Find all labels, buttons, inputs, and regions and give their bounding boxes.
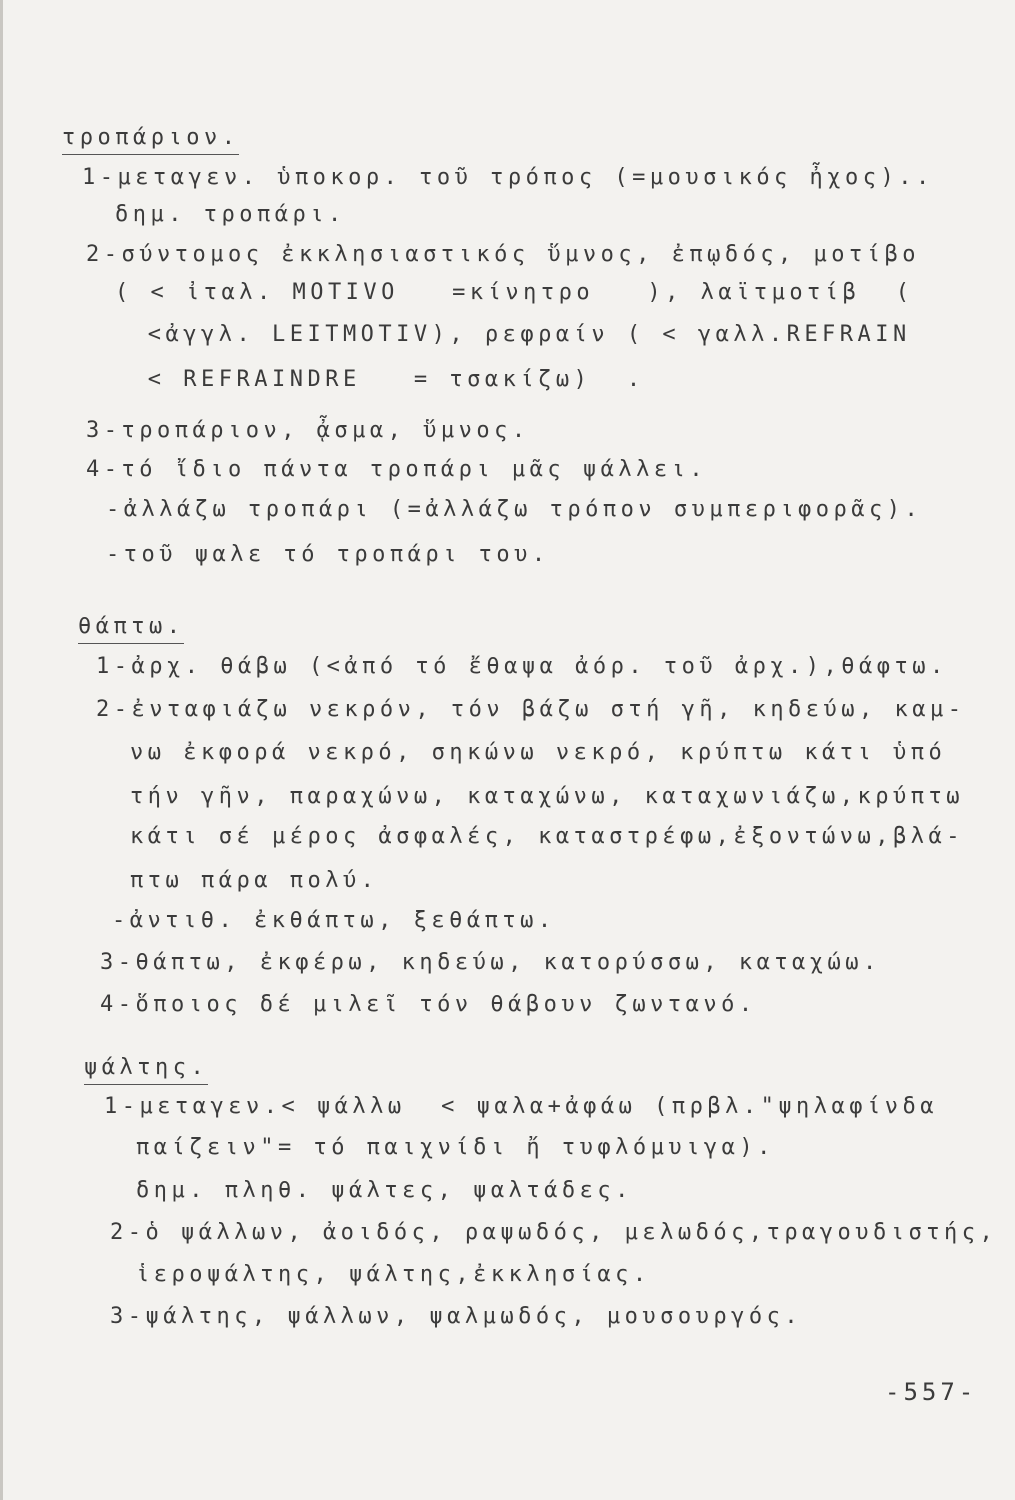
entry-line: παίζειν"= τό παιχνίδι ἤ τυφλόμυιγα).: [136, 1135, 775, 1160]
entry-headword: θάπτω.: [78, 612, 184, 644]
entry-line: 4-τό ἴδιο πάντα τροπάρι μᾶς ψάλλει.: [86, 457, 708, 482]
page-edge: [0, 0, 3, 1500]
entry-line: τήν γῆν, παραχώνω, καταχώνω, καταχωνιάζω,κρύπτω: [130, 784, 965, 809]
entry-headword: ψάλτης.: [84, 1053, 208, 1085]
entry-line: κάτι σέ μέρος ἀσφαλές, καταστρέφω,ἐξοντώνω,βλά-: [130, 824, 965, 849]
entry-line: νω ἐκφορά νεκρό, σηκώνω νεκρό, κρύπτω κάτι ὑπό: [130, 740, 947, 765]
page-number: -557-: [885, 1378, 978, 1406]
entry-line: πτω πάρα πολύ.: [130, 868, 379, 893]
entry-line: 2-σύντομος ἐκκλησιαστικός ὕμνος, ἐπῳδός, μοτίβο: [86, 242, 921, 267]
entry-line: <ἀγγλ. LEITMOTIV), ρεφραίν ( < γαλλ.REFRAIN: [130, 322, 911, 347]
entry-line: 4-ὅποιος δέ μιλεῖ τόν θάβουν ζωντανό.: [100, 992, 757, 1017]
entry-line: 3-τροπάριον, ᾆσμα, ὕμνος.: [86, 418, 530, 443]
entry-line: 1-μεταγεν. ὑποκορ. τοῦ τρόπος (=μουσικός ἦχος)..: [82, 165, 934, 190]
entry-headword: τροπάριον.: [62, 123, 239, 155]
entry-line: δημ. τροπάρι.: [115, 202, 346, 227]
entry-line: ( < ἰταλ. MOTIVO =κίνητρο ), λαϊτμοτίβ (: [115, 280, 914, 305]
entry-line: 3-θάπτω, ἐκφέρω, κηδεύω, κατορύσσω, καταχώω.: [100, 950, 881, 975]
entry-line: ἱεροψάλτης, ψάλτης,ἐκκλησίας.: [136, 1262, 651, 1287]
entry-line: -ἀλλάζω τροπάρι (=ἀλλάζω τρόπον συμπεριφορᾶς).: [106, 497, 923, 522]
entry-line: 2-ἐνταφιάζω νεκρόν, τόν βάζω στή γῆ, κηδεύω, καμ-: [96, 697, 966, 722]
entry-line: 1-ἀρχ. θάβω (<ἀπό τό ἔθαψα ἀόρ. τοῦ ἀρχ.),θάφτω.: [96, 654, 948, 679]
entry-line: 1-μεταγεν.< ψάλλω < ψαλα+ἀφάω (πρβλ."ψηλαφίνδα: [104, 1094, 939, 1119]
entry-line: 2-ὁ ψάλλων, ἀοιδός, ραψωδός, μελωδός,τραγουδιστής,: [110, 1220, 998, 1245]
entry-line: 3-ψάλτης, ψάλλων, ψαλμωδός, μουσουργός.: [110, 1304, 803, 1329]
entry-line: < REFRAINDRE = τσακίζω) .: [130, 367, 645, 392]
entry-line: -τοῦ ψαλε τό τροπάρι του.: [106, 542, 550, 567]
entry-line: δημ. πληθ. ψάλτες, ψαλτάδες.: [136, 1178, 633, 1203]
entry-line: -ἀντιθ. ἐκθάπτω, ξεθάπτω.: [112, 908, 556, 933]
